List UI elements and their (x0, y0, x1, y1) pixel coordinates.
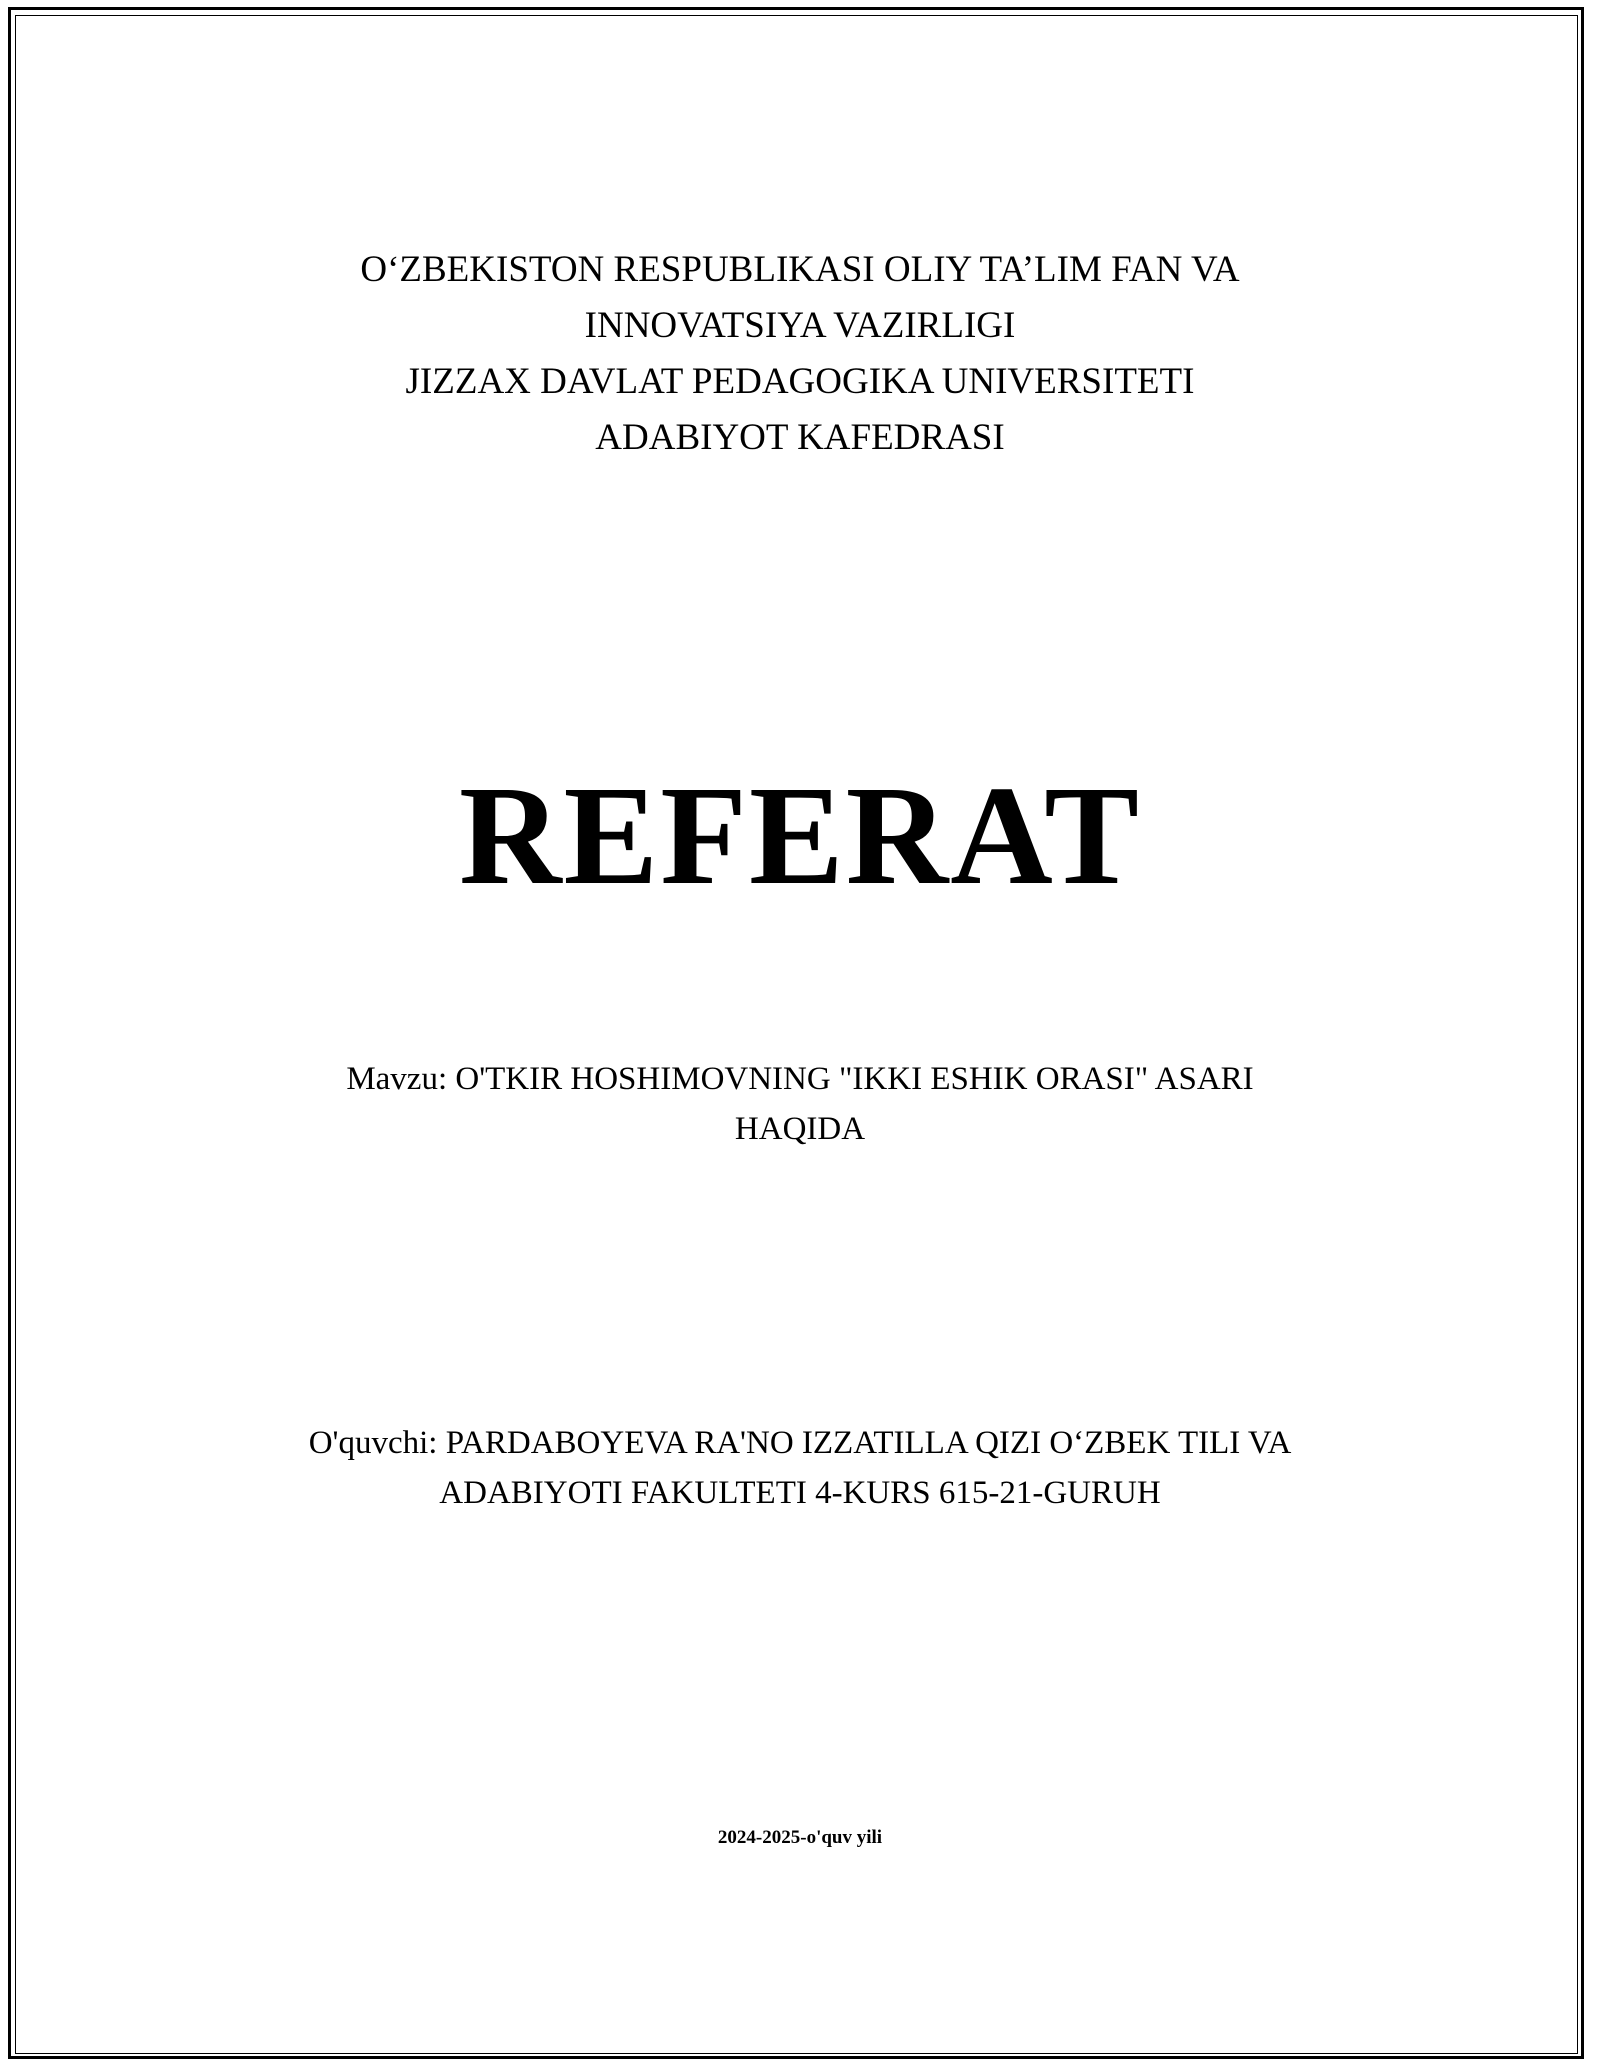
header-line-2: INNOVATSIYA VAZIRLIGI (584, 305, 1016, 346)
header-line-3: JIZZAX DAVLAT PEDAGOGIKA UNIVERSITETI (405, 361, 1195, 402)
topic-line-2: HAQIDA (734, 1111, 866, 1147)
institution-header (200, 242, 1400, 466)
topic-line-1: Mavzu: O'TKIR HOSHIMOVNING "IKKI ESHIK ORASI" ASARI (346, 1061, 1254, 1097)
header-line-1: O‘ZBEKISTON RESPUBLIKASI OLIY TA’LIM FAN VA (360, 249, 1240, 290)
student-line-2: ADABIYOTI FAKULTETI 4-KURS 615-21-GURUH (439, 1475, 1161, 1511)
document-title: REFERAT (459, 756, 1141, 914)
topic-block (200, 1054, 1400, 1154)
student-line-1: O'quvchi: PARDABOYEVA RA'NO IZZATILLA QIZI O‘ZBEK TILI VA (308, 1425, 1292, 1461)
header-line-4: ADABIYOT KAFEDRASI (595, 417, 1005, 458)
academic-year: 2024-2025-o'quv yili (717, 1827, 883, 1848)
student-block (200, 1418, 1400, 1518)
